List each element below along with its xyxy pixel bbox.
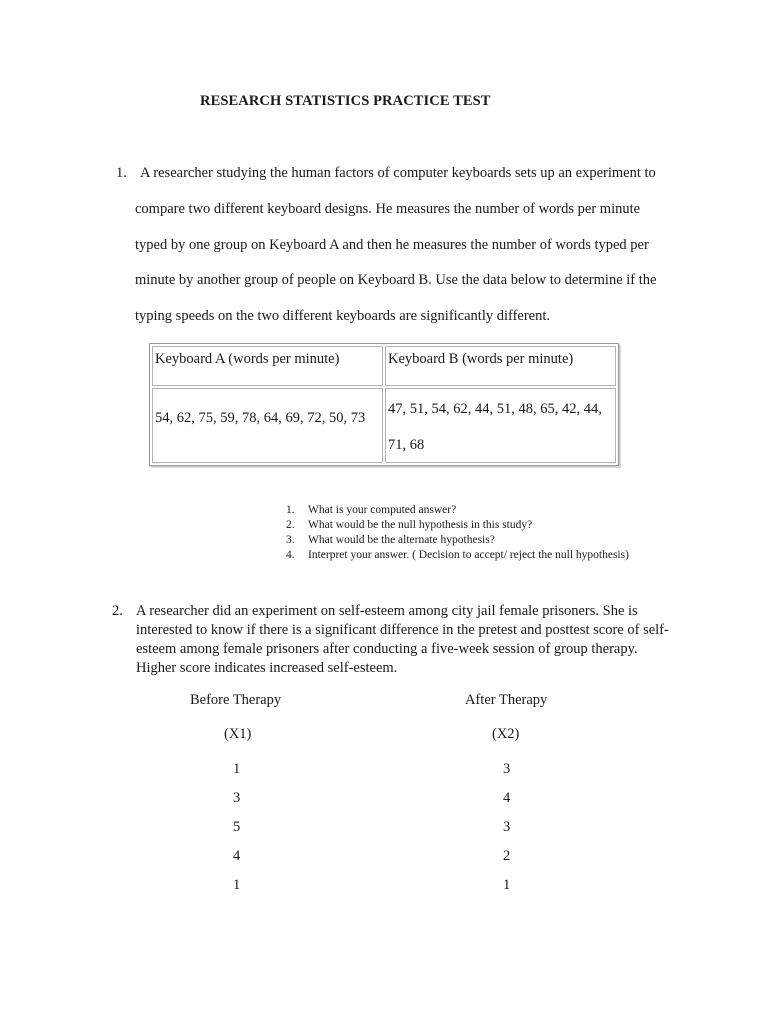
before-variable-label: (X1) bbox=[224, 726, 252, 742]
keyboard-b-values-line-2: 71, 68 bbox=[388, 437, 425, 453]
subquestion-1: 1. What is your computed answer? bbox=[286, 504, 457, 516]
question-1-line-4: minute by another group of people on Keyboard B. Use the data below to determine if the bbox=[135, 272, 657, 288]
after-value: 3 bbox=[503, 761, 511, 777]
question-2 bbox=[112, 602, 672, 678]
before-value: 1 bbox=[233, 761, 241, 777]
after-therapy-heading: After Therapy bbox=[465, 692, 548, 708]
after-value: 1 bbox=[503, 877, 511, 893]
question-1-line-3: typed by one group on Keyboard A and then he measures the number of words typed per bbox=[135, 237, 649, 253]
after-value: 4 bbox=[503, 790, 511, 806]
subquestion-4: 4. Interpret your answer. ( Decision to accept/ reject the null hypothesis) bbox=[286, 549, 629, 561]
before-value: 4 bbox=[233, 848, 241, 864]
question-1-line-1: A researcher studying the human factors of computer keyboards sets up an experiment to bbox=[140, 165, 656, 181]
after-value: 2 bbox=[503, 848, 511, 864]
before-value: 5 bbox=[233, 819, 241, 835]
table-header-keyboard-a: Keyboard A (words per minute) bbox=[152, 346, 383, 386]
table-cell-keyboard-b-values bbox=[385, 388, 616, 463]
keyboard-b-values-line-1: 47, 51, 54, 62, 44, 51, 48, 65, 42, 44, bbox=[388, 401, 602, 417]
subquestion-3: 3. What would be the alternate hypothesis? bbox=[286, 534, 495, 546]
after-value: 3 bbox=[503, 819, 511, 835]
before-value: 1 bbox=[233, 877, 241, 893]
subquestion-2: 2. What would be the null hypothesis in this study? bbox=[286, 519, 533, 531]
after-variable-label: (X2) bbox=[492, 726, 520, 742]
question-2-text: A researcher did an experiment on self-esteem among city jail female prisoners. She is interested to know if there is a significant difference in the pretest and posttest score of self-esteem among female prisoners after conducting a five-week session of group therapy. Higher score indicates increased self-esteem. bbox=[136, 603, 669, 676]
question-2-number: 2. bbox=[112, 603, 123, 619]
question-1-number: 1. bbox=[116, 165, 127, 181]
page-title: RESEARCH STATISTICS PRACTICE TEST bbox=[200, 93, 491, 109]
question-1-line-5: typing speeds on the two different keyboards are significantly different. bbox=[135, 308, 551, 324]
before-therapy-heading: Before Therapy bbox=[190, 692, 282, 708]
table-cell-keyboard-a-values: 54, 62, 75, 59, 78, 64, 69, 72, 50, 73 bbox=[152, 388, 383, 463]
question-1-line-2: compare two different keyboard designs. He measures the number of words per minute bbox=[135, 201, 641, 217]
before-value: 3 bbox=[233, 790, 241, 806]
keyboard-data-table bbox=[149, 343, 619, 466]
table-header-keyboard-b: Keyboard B (words per minute) bbox=[385, 346, 616, 386]
